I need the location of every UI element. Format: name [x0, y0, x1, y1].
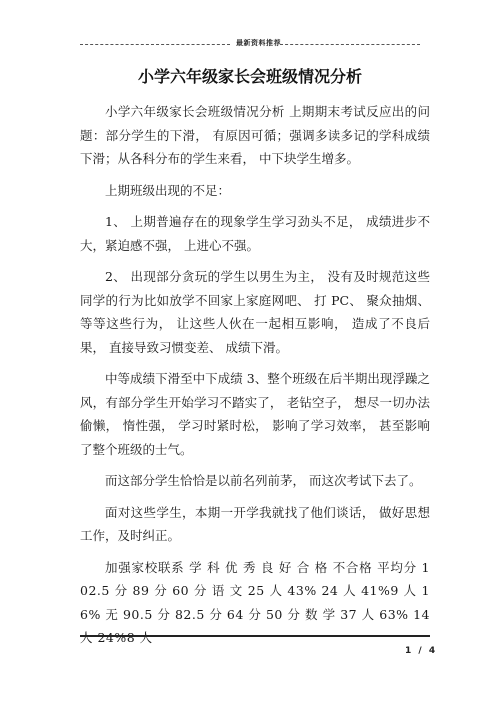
header-label: 最新资料推荐: [236, 39, 281, 47]
paragraph-point-3: 中等成绩下滑至中下成绩 3、整个班级在后半期出现浮躁之风，有部分学生开始学习不踏实了， 老钻空子， 想尽一切办法偷懒， 惰性强， 学习时紧时松， 影响了学习效率， 甚至影响了整个班级的士气。: [80, 371, 430, 457]
paragraph-talks: 面对这些学生，本期一开学我就找了他们谈话， 做好思想工作，及时纠正。: [80, 504, 430, 543]
footer-divider: [80, 635, 430, 637]
document-body: [80, 100, 430, 650]
document-title: 小学六年级家长会班级情况分析: [137, 67, 362, 86]
paragraph-top-students: 而这部分学生恰恰是以前名列前茅， 而这次考试下去了。: [105, 473, 422, 488]
paragraph-point-2: 2、 出现部分贪玩的学生以男生为主， 没有及时规范这些同学的行为比如放学不回家上家庭网吧、 打 PC、 聚众抽烟、 等等这些行为， 让这些人伙在一起相互影响， 造成了不良后果， 直接导致习惯变差、 成绩下滑。: [80, 269, 430, 355]
page-header: [80, 38, 420, 50]
paragraph-point-1: 1、 上期普遍存在的现象学生学习劲头不足， 成绩进步不大，紧迫感不强， 上进心不强。: [80, 214, 430, 253]
header-divider-right: [280, 44, 420, 45]
page-number: 1 / 4: [405, 646, 438, 656]
header-divider-left: [80, 44, 230, 45]
paragraph-shortcomings-heading: 上期班级出现的不足：: [105, 182, 231, 198]
paragraph-problems: 小学六年级家长会班级情况分析 上期期末考试反应出的问题：部分学生的下滑， 有原因可循；强调多读多记的学科成绩下滑；从各科分布的学生来看， 中下块学生增多。: [80, 104, 430, 166]
paragraph-score-table: 加强家校联系 学 科 优 秀 良 好 合 格 不合格 平均分 102.5 分 89 分 60 分 语 文 25 人 43% 24 人 41%9 人 16% 无 90.5 分 82.5 分 64 分 50 分 数 学 37 人 63% 14 人 24%8 人: [80, 559, 430, 645]
